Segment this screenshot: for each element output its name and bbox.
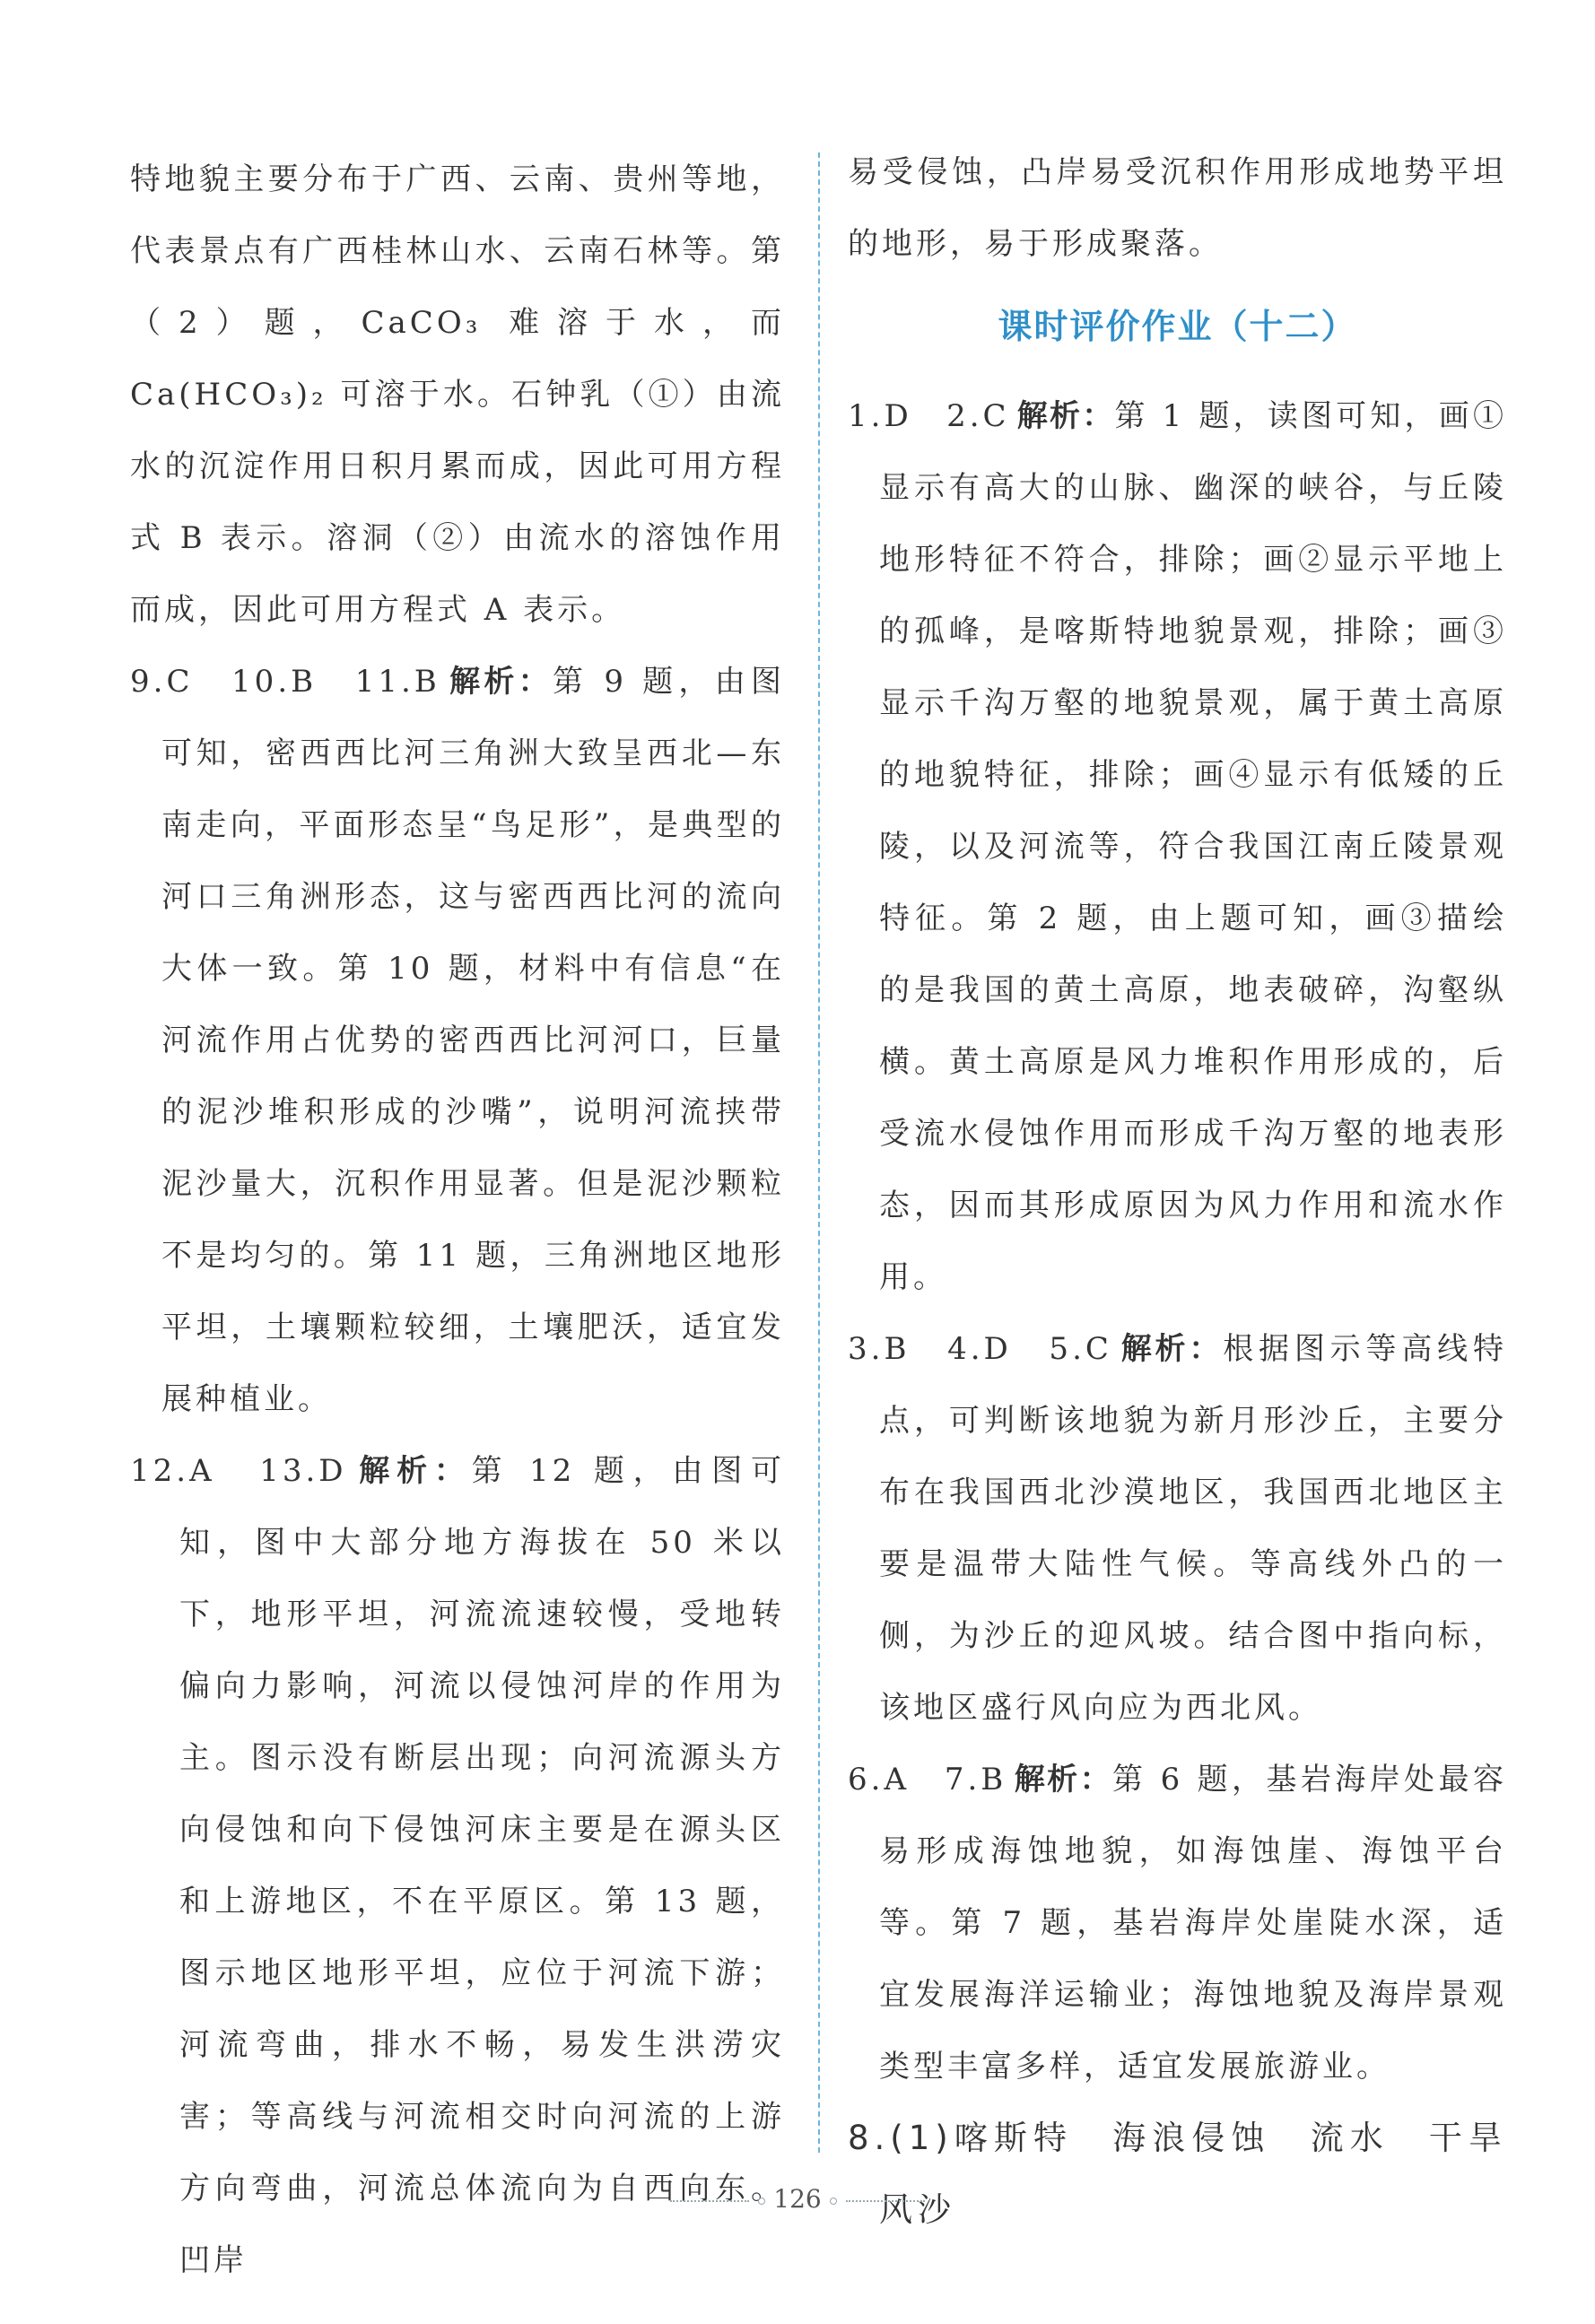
analysis-text: 第 6 题，基岩海岸处最容易形成海蚀地貌，如海蚀崖、海蚀平台等。第 7 题，基岩海岸处崖陡水深，适宜发展海洋运输业；海蚀地貌及海岸景观类型丰富多样，适宜发展旅游业。: [879, 1762, 1508, 2085]
analysis-label: 解析：: [1014, 1762, 1113, 1797]
column-divider: [818, 152, 820, 2153]
answer-item-3-5: [848, 1313, 1507, 1744]
analysis-label: 解析：: [1016, 398, 1115, 434]
section-title: 课时评价作业（十二）: [998, 307, 1357, 346]
page-footer: [0, 2181, 1595, 2217]
analysis-label: 解析：: [447, 664, 553, 700]
right-column: [848, 136, 1546, 2246]
footer-rule-left: [670, 2200, 749, 2202]
footer-dot-right: [830, 2198, 837, 2205]
left-column: [130, 144, 785, 2296]
answer-key: 12.A 13.D: [130, 1453, 347, 1489]
analysis-label: 解析：: [1119, 1331, 1224, 1367]
analysis-text: 第 9 题，由图可知，密西西比河三角洲大致呈西北—东南走向，平面形态呈“鸟足形”，是典型的河口三角洲形态，这与密西西比河的流向大体一致。第 10 题，材料中有信息“在河流作用占优势的密西西比河河口，巨量的泥沙堆积形成的沙嘴”，说明河流挟带泥沙量大，沉积作用显著。但是泥沙颗粒不是均匀的。第 11 题，三角洲地区地形平坦，土壤颗粒较细，土壤肥沃，适宜发展种植业。: [161, 664, 786, 1417]
answer-key: 3.B 4.D 5.C: [848, 1331, 1112, 1367]
answer-item-6-7: [848, 1744, 1507, 2102]
analysis-text: 第 12 题，由图可知，图中大部分地方海拔在 50 米以下，地形平坦，河流流速较慢，受地转偏向力影响，河流以侵蚀河岸的作用为主。图示没有断层出现；向河流源头方向侵蚀和向下侵蚀河床主要是在源头区和上游地区，不在平原区。第 13 题，图示地区地形平坦，应位于河流下游；河流弯曲，排水不畅，易发生洪涝灾害；等高线与河流相交时向河流的上游方向弯曲，河流总体流向为自西向东。凹岸: [179, 1453, 785, 2278]
footer-dot-left: [758, 2198, 765, 2205]
page-number: 126: [773, 2184, 822, 2214]
right-continuation-paragraph: 易受侵蚀，凸岸易受沉积作用形成地势平坦的地形，易于形成聚落。: [848, 154, 1507, 262]
analysis-text: 根据图示等高线特点，可判断该地貌为新月形沙丘，主要分布在我国西北沙漠地区，我国西北地区主要是温带大陆性气候。等高线外凸的一侧，为沙丘的迎风坡。结合图中指向标，该地区盛行风向应为西北风。: [879, 1331, 1507, 1726]
answer-item-12-13: [130, 1435, 785, 2296]
answer-key: 1.D 2.C: [848, 398, 1010, 434]
answer-item-9-11: [130, 646, 785, 1435]
analysis-text: 第 1 题，读图可知，画①显示有高大的山脉、幽深的峡谷，与丘陵地形特征不符合，排除；画②显示平地上的孤峰，是喀斯特地貌景观，排除；画③显示千沟万壑的地貌景观，属于黄土高原的地貌特征，排除；画④显示有低矮的丘陵，以及河流等，符合我国江南丘陵景观特征。第 2 题，由上题可知，画③描绘的是我国的黄土高原，地表破碎，沟壑纵横。黄土高原是风力堆积作用形成的，后受流水侵蚀作用而形成千沟万壑的地表形态，因而其形成原因为风力作用和流水作用。: [879, 398, 1508, 1295]
answer-item-8: 8.(1)喀斯特 海浪侵蚀 流水 干旱 风沙: [848, 2119, 1546, 2229]
answer-item-1-2: [848, 380, 1507, 1313]
left-intro-paragraph: 特地貌主要分布于广西、云南、贵州等地，代表景点有广西桂林山水、云南石林等。第（2）题，CaCO₃ 难溶于水，而 Ca(HCO₃)₂ 可溶于水。石钟乳（①）由流水的沉淀作用日积月累而成，因此可用方程式 B 表示。溶洞（②）由流水的溶蚀作用而成，因此可用方程式 A 表示。: [130, 161, 785, 628]
answer-key: 6.A 7.B: [848, 1762, 1007, 1797]
answer-key: 9.C 10.B 11.B: [130, 664, 440, 700]
analysis-label: 解析：: [353, 1453, 472, 1489]
footer-rule-right: [846, 2200, 925, 2202]
